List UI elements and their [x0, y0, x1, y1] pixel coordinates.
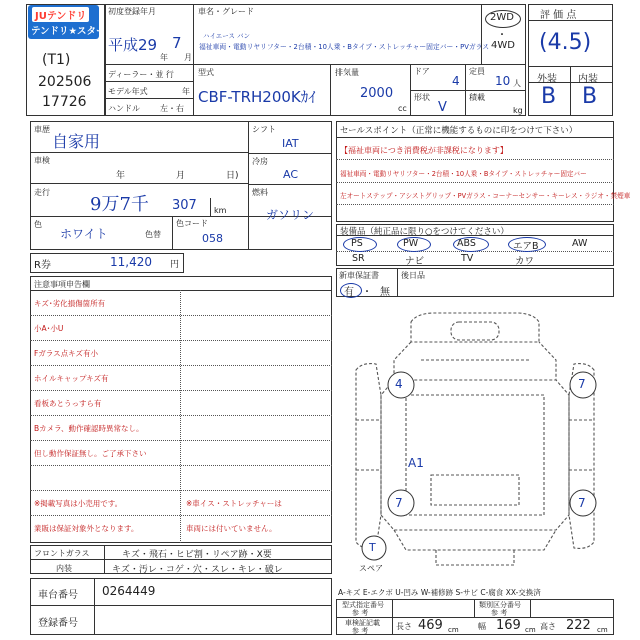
class-ref: 参 考 — [491, 609, 508, 617]
length-label: 長さ — [396, 622, 412, 631]
color-code-value: 058 — [202, 232, 223, 245]
equip-aw: AW — [572, 238, 588, 249]
note-line-left: Fガラス点キズ有小 — [34, 349, 98, 358]
color-value: ホワイト — [60, 227, 108, 241]
class-label: 類別区分番号 — [479, 601, 521, 609]
mileage-unit: km — [214, 206, 227, 215]
note-line-left: 但し動作保証無し。ご了承下さい — [34, 449, 147, 458]
memo-label: 後日品 — [401, 271, 425, 280]
recycle-box — [30, 253, 184, 273]
width-unit: cm — [525, 626, 536, 634]
fuel-label: 燃料 — [252, 188, 268, 197]
vehicle-damage-diagram — [336, 300, 614, 585]
inspection-year: 年 — [116, 171, 126, 181]
inspection-day: 日) — [226, 171, 239, 181]
recycle-unit: 円 — [170, 260, 180, 270]
shift-value: IAT — [282, 137, 299, 150]
interior-condition-label: 内装 — [56, 564, 72, 573]
cert-none: 無 — [380, 287, 390, 298]
width-label: 幅 — [478, 622, 486, 631]
height-unit: cm — [597, 626, 608, 634]
color-change-label: 色替 — [145, 230, 161, 239]
exterior-label: 外装 — [537, 74, 557, 85]
first-reg-year-suffix: 年 — [160, 53, 168, 62]
dealer-label: ディーラー・並 行 — [108, 70, 174, 79]
inspection-month: 月 — [176, 171, 186, 181]
note-line-left: ホイルキャップキズ有 — [34, 374, 109, 383]
length-unit: cm — [448, 626, 459, 634]
equip-pw: PW — [403, 238, 419, 249]
handle-value: 左・右 — [160, 104, 184, 113]
drive-2wd: 2WD — [490, 12, 514, 23]
color-code-label: 色コード — [176, 219, 208, 228]
model-year-suffix: 年 — [182, 87, 190, 96]
cert-record-label: 車検証記載 — [345, 619, 380, 627]
chassis-label: 車台番号 — [38, 590, 78, 601]
inspection-label: 車検 — [34, 156, 50, 165]
model-year-label: モデル年式 — [108, 87, 148, 96]
cert-have: 有 — [344, 287, 354, 298]
aircon-value: AC — [283, 168, 299, 181]
usage-label: 車歴 — [34, 125, 50, 134]
shift-label: シフト — [252, 125, 276, 134]
width-value: 169 — [496, 618, 521, 633]
sales-point-line: 福祉車両・電動リヤリフター・2台積・10人乗・Bタイプ・ストレッチャー固定バー — [340, 170, 587, 178]
sales-point-line: 左オートステップ・アシストグリップ・PVガラス・コーナーセンサー・キーレス・ラジオ・禁煙車 — [340, 192, 631, 200]
equip-leather: カワ — [515, 256, 535, 267]
mileage-small: 307 — [172, 198, 197, 213]
fuel-value: ガソリン — [266, 208, 315, 222]
note-line-left: 看板あとうっすら有 — [34, 399, 102, 408]
mileage-label: 走行 — [34, 188, 50, 197]
shape-value: V — [438, 100, 447, 115]
first-reg-month: 7 — [172, 34, 182, 52]
grade-label: 評 価 点 — [540, 10, 577, 21]
form-label: 型式指定番号 — [342, 601, 384, 609]
type-value: CBF-TRH200Kｶｲ — [198, 88, 316, 106]
cert-sep: ・ — [362, 287, 372, 298]
drive-dot: ・ — [497, 30, 507, 41]
sales-points-title: セールスポイント（正常に機能するものに印をつけて下さい） — [340, 126, 578, 136]
notes-title: 注意事項申告欄 — [34, 280, 90, 289]
height-value: 222 — [566, 618, 591, 633]
load-label: 積載 — [469, 93, 485, 102]
handle-label: ハンドル — [108, 104, 140, 113]
load-unit: kg — [513, 106, 523, 115]
equip-navi: ナビ — [405, 256, 425, 267]
aircon-label: 冷房 — [252, 157, 268, 166]
car-name: ハイエース バン — [203, 32, 250, 40]
note-line-right: 車両には付いていません。 — [186, 524, 277, 533]
interior-label: 内装 — [578, 74, 598, 85]
capacity-unit: 人 — [513, 79, 521, 88]
grade-score: (4.5) — [539, 30, 592, 55]
brand-logo — [28, 5, 106, 39]
damage-mark: A1 — [408, 456, 424, 470]
note-line-left: Bカメラ、動作確認時異常なし。 — [34, 424, 144, 433]
chassis-value: 0264449 — [102, 584, 156, 598]
height-label: 高さ — [540, 622, 556, 631]
usage-value: 自家用 — [52, 132, 101, 151]
note-line-left: キズ･劣化損傷箇所有 — [34, 299, 106, 308]
capacity-value: 10 — [495, 74, 511, 88]
length-value: 469 — [418, 618, 443, 633]
damage-mark: 4 — [395, 377, 403, 391]
form-ref: 参 考 — [352, 609, 369, 617]
shape-label: 形状 — [414, 93, 430, 102]
equip-ps: PS — [351, 238, 363, 249]
sales-point-line: 【福祉車両につき消費税が非課税になります】 — [340, 146, 508, 155]
cert-record-ref: 参 考 — [352, 627, 369, 635]
first-reg-era: 平成29 — [108, 36, 158, 54]
drive-4wd: 4WD — [491, 40, 515, 51]
note-line-right: ※車イス・ストレッチャーは — [186, 499, 282, 508]
mileage-big: 9万7千 — [90, 194, 149, 215]
damage-mark: 7 — [395, 496, 403, 510]
cert-label: 新車保証書 — [339, 271, 379, 280]
recycle-label: R券 — [34, 260, 51, 271]
spare-mark: T — [369, 541, 376, 554]
spare-label: スペア — [359, 564, 383, 573]
doors-label: ドア — [414, 67, 430, 76]
exterior-grade: B — [541, 84, 557, 109]
interior-condition-value: キズ・汚レ・コゲ・穴・スレ・キレ・破レ — [112, 565, 283, 575]
equipment-title: 装備品（純正品に限り○をつけてください） — [340, 227, 509, 237]
color-label: 色 — [34, 220, 42, 229]
recycle-value: 11,420 — [110, 255, 152, 269]
displacement-unit: cc — [398, 104, 407, 113]
equip-tv: TV — [461, 253, 474, 264]
interior-grade: B — [582, 84, 598, 109]
capacity-label: 定員 — [469, 67, 485, 76]
equip-abs: ABS — [457, 238, 476, 249]
front-glass-value: キズ・飛石・ヒビ割・リペア跡・X要 — [122, 550, 272, 560]
brand-logo-bottom: テンドリ★スター — [31, 26, 106, 37]
equip-airbag: エアB — [513, 241, 539, 252]
doors-value: 4 — [452, 74, 460, 88]
lot-sub-number: 17726 — [42, 94, 87, 110]
first-reg-month-suffix: 月 — [184, 53, 192, 62]
displacement-label: 排気量 — [335, 68, 359, 77]
equip-sr: SR — [352, 253, 365, 264]
lot-number: 202506 — [38, 74, 92, 90]
registration-label: 登録番号 — [38, 618, 78, 629]
type-label: 型式 — [198, 68, 214, 77]
car-grade: 福祉車両・電動リヤリフター・2台積・10人乗・Bタイプ・ストレッチャー固定バー・PVガラス — [199, 43, 490, 51]
displacement-value: 2000 — [360, 86, 394, 101]
brand-logo-top: JUテンドリ — [32, 7, 89, 22]
lot-code: (T1) — [42, 52, 71, 68]
car-name-label: 車名・グレード — [198, 7, 254, 16]
first-reg-label: 初度登録年月 — [108, 7, 156, 16]
damage-mark: 7 — [578, 496, 586, 510]
note-line-left: 小A･小U — [34, 324, 64, 333]
damage-legend: A-キズ E-エクボ U-凹み W-補修跡 S-サビ C-腐食 XX-交換済 — [338, 588, 541, 597]
note-line-left: ※掲載写真は小売用です。 — [34, 499, 123, 508]
damage-mark: 7 — [578, 377, 586, 391]
front-glass-label: フロントガラス — [34, 549, 90, 558]
note-line-left: 業販は保証対象外となります。 — [34, 524, 139, 533]
